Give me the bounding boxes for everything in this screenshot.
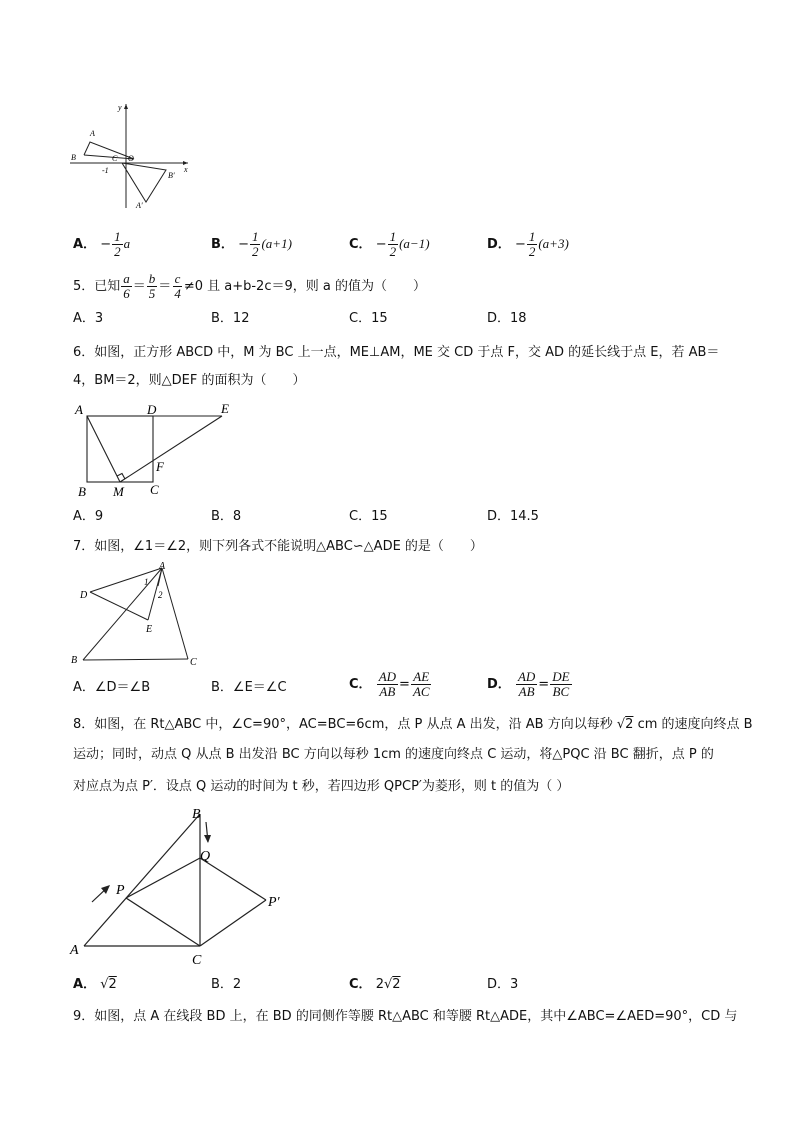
minus-sign: − (375, 237, 387, 252)
q8-line-3: 对应点为点 P′．设点 Q 运动的时间为 t 秒，若四边形 QPCP′为菱形，则 t 的值为（ ） (73, 779, 570, 794)
minus-sign: − (238, 237, 249, 252)
fig8-label-q: Q (200, 849, 211, 864)
numerator: AD (378, 669, 397, 684)
fraction (388, 230, 399, 259)
q7-option-b: B．∠E＝∠C (211, 680, 287, 695)
q7-triangle-figure (68, 560, 208, 672)
option-letter: C． (349, 237, 372, 252)
sqrt-symbol: √2 (100, 977, 117, 992)
fig7-label-1: 1 (144, 577, 149, 587)
fraction (250, 230, 261, 259)
q8-option-b: B．2 (211, 977, 242, 992)
fig4-label-y: y (118, 103, 122, 112)
fig6-label-e: E (221, 401, 229, 416)
fig6-label-b: B (78, 484, 86, 499)
numerator: 1 (251, 229, 259, 244)
q4-coordinate-figure (66, 100, 196, 212)
numerator: b (148, 271, 156, 286)
q7-line-1: 7．如图，∠1＝∠2，则下列各式不能说明△ABC∽△ADE 的是（ ） (73, 539, 483, 554)
denominator: AB (518, 684, 535, 699)
expression-tail: (a−1) (399, 236, 430, 251)
denominator: BC (552, 684, 570, 699)
fig4-label-bprime: B′ (168, 171, 175, 180)
fig7-label-2: 2 (158, 590, 163, 600)
denominator: 2 (528, 244, 536, 259)
q6-line-1: 6．如图，正方形 ABCD 中，M 为 BC 上一点，ME⊥AM，ME 交 CD 于点 F，交 AD 的延长线于点 E，若 AB＝ (73, 345, 720, 360)
fig4-label-aprime: A′ (136, 201, 143, 210)
expression-tail: a (123, 236, 131, 251)
denominator: AC (412, 684, 430, 699)
fig4-label-b: B (71, 153, 76, 162)
denominator: 5 (148, 286, 156, 301)
numerator: AD (517, 669, 536, 684)
option-letter: A． (73, 977, 97, 992)
fig8-label-p: P (116, 883, 125, 898)
denominator: 2 (251, 244, 259, 259)
denominator: 2 (389, 244, 397, 259)
fig4-label-o: O (128, 154, 134, 163)
q8-option-c (349, 976, 401, 994)
fraction (516, 670, 537, 699)
fraction (411, 670, 432, 699)
expression-tail: (a+1) (261, 236, 292, 251)
q8-option-d: D．3 (487, 977, 519, 992)
option-letter: C． (349, 977, 372, 992)
q7-option-a: A．∠D＝∠B (73, 680, 151, 695)
option-letter: A． (73, 237, 97, 252)
denominator: 6 (123, 286, 130, 301)
fig8-label-c: C (192, 953, 202, 968)
numerator: a (123, 271, 130, 286)
fraction (112, 230, 123, 259)
q4-option-b (211, 230, 292, 259)
option-letter: C． (349, 677, 372, 692)
q5-option-c: C．15 (349, 311, 388, 326)
numerator: 1 (114, 229, 121, 244)
sqrt-symbol: √2 (616, 717, 634, 732)
q4-option-d (487, 230, 569, 259)
minus-sign: − (100, 237, 112, 252)
option-letter: B． (211, 237, 234, 252)
q8-line-2: 运动；同时，动点 Q 从点 B 出发沿 BC 方向以每秒 1cm 的速度向终点 C 运动，将△PQC 沿 BC 翻折，点 P 的 (73, 747, 714, 762)
fig4-label-x: x (184, 165, 188, 174)
q6-option-c: C．15 (349, 509, 388, 524)
q5-option-b: B．12 (211, 311, 250, 326)
q7-option-c: C． $\frac{AD}{AB}$ = $\frac{AE}{AC}$ (349, 669, 430, 699)
sqrt-symbol: √2 (383, 977, 401, 992)
option-letter: D． (487, 677, 511, 692)
fraction (377, 670, 398, 699)
fig7-label-e: E (146, 624, 153, 635)
numerator: c (174, 271, 181, 286)
denominator: 2 (114, 244, 121, 259)
fig6-label-c: C (150, 482, 159, 497)
numerator: AE (413, 669, 430, 684)
fraction-c-4 (172, 272, 183, 301)
fig7-label-b: B (71, 655, 78, 666)
fig4-label-a: A (90, 129, 95, 138)
fig8-label-pprime: P′ (268, 895, 280, 910)
fig6-label-d: D (147, 402, 157, 417)
fig7-label-d: D (80, 590, 88, 601)
q8-rhombus-figure (64, 802, 300, 970)
q4-option-a (73, 230, 130, 259)
fig7-label-a: A (159, 561, 166, 572)
numerator: 1 (528, 229, 536, 244)
q8-line-1 (73, 716, 753, 734)
option-letter: D． (487, 237, 511, 252)
fig4-label-c: C (112, 154, 118, 163)
radicand: 2 (108, 977, 117, 992)
numerator: 1 (389, 229, 397, 244)
minus-sign: − (514, 237, 526, 252)
fraction (550, 670, 571, 699)
q5-option-a: A．3 (73, 311, 104, 326)
q6-square-figure (70, 398, 240, 502)
fig6-label-a: A (75, 402, 83, 417)
q8-text-a: 8．如图，在 Rt△ABC 中，∠C=90°，AC=BC=6cm，点 P 从点 A 出发，沿 AB 方向以每秒 (73, 717, 613, 732)
expression-tail: (a+3) (538, 236, 569, 251)
fig6-label-m: M (113, 484, 124, 499)
q5-option-d: D．18 (487, 311, 527, 326)
q5-stem: 5．已知 $\frac{a}{6}$ ＝ $\frac{b}{5}$ ＝ $\frac{c}{4}$ ≠0 且 a+b-2c＝9，则 a 的值为（ ） (73, 271, 426, 301)
fraction-b-5 (147, 272, 158, 301)
fraction-a-6 (121, 272, 132, 301)
q5-condition: ≠0 且 a+b-2c＝9，则 a 的值为（ ） (183, 279, 426, 294)
radicand: 2 (625, 717, 634, 732)
q6-option-b: B．8 (211, 509, 242, 524)
q9-line-1: 9．如图，点 A 在线段 BD 上，在 BD 的同侧作等腰 Rt△ABC 和等腰 Rt△ADE，其中∠ABC=∠AED=90°，CD 与 (73, 1009, 738, 1024)
denominator: 4 (174, 286, 181, 301)
fraction (527, 230, 538, 259)
radicand: 2 (392, 977, 401, 992)
coefficient: 2 (375, 977, 384, 992)
q8-text-c: cm 的速度向终点 B (637, 717, 753, 732)
denominator: AB (379, 684, 396, 699)
fig8-label-a: A (70, 943, 79, 958)
fig7-label-c: C (190, 657, 197, 668)
numerator: DE (552, 669, 570, 684)
fig4-label-minus1: -1 (102, 166, 109, 175)
q5-prefix: 5．已知 (73, 279, 121, 294)
q8-option-a (73, 976, 117, 994)
q6-option-d: D．14.5 (487, 509, 539, 524)
q6-option-a: A．9 (73, 509, 104, 524)
fig8-label-b: B (192, 807, 201, 822)
q4-option-c (349, 230, 430, 259)
q6-line-2: 4，BM＝2，则△DEF 的面积为（ ） (73, 373, 306, 388)
q7-option-d: D． $\frac{AD}{AB}$ = $\frac{DE}{BC}$ (487, 669, 570, 699)
fig6-label-f: F (156, 459, 164, 474)
